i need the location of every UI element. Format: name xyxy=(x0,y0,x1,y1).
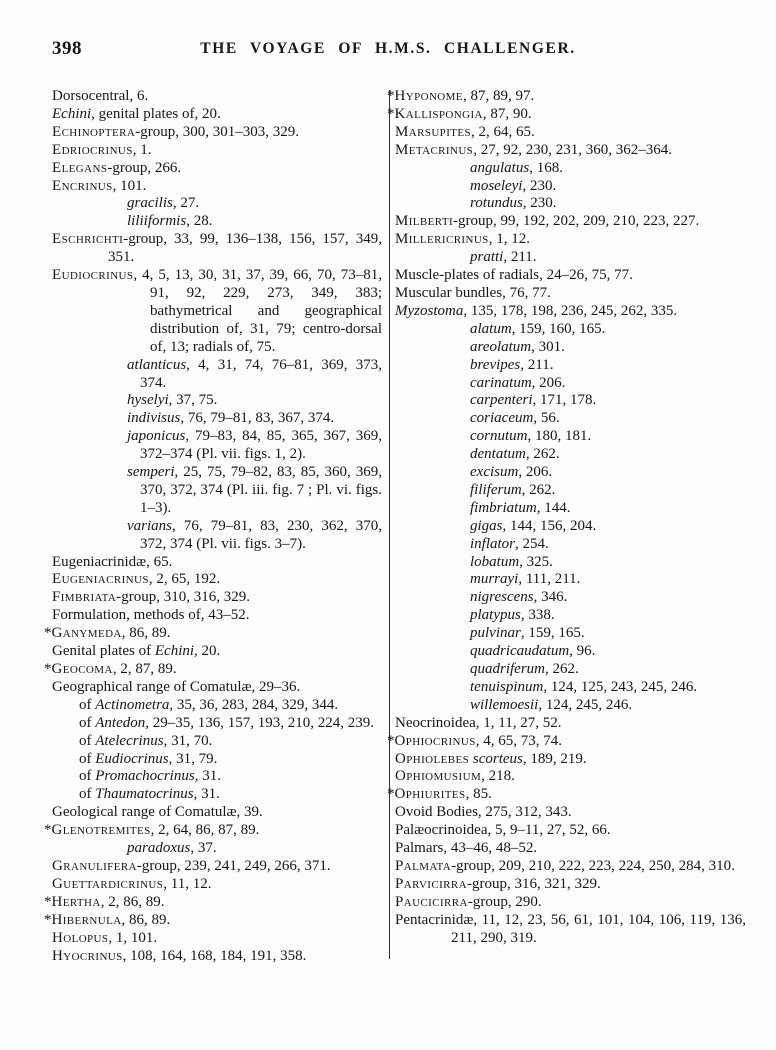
index-entry xyxy=(395,142,746,160)
entry-italic-text: gracilis xyxy=(127,195,173,212)
entry-italic-text: fimbriatum xyxy=(470,499,537,516)
index-entry xyxy=(52,464,382,518)
entry-text: of xyxy=(79,786,96,803)
index-entry xyxy=(52,571,382,589)
entry-text: , 4, 5, 13, 30, 31, 37, 39, 66, 70, 73–81, 91, 92, 229, 273, 349, 383; bathymetrical and geographical distribution of, 31, 79; centro-dorsal of, 13; radials of, 75. xyxy=(133,267,382,355)
entry-italic-text: lobatum xyxy=(470,553,520,570)
index-entry xyxy=(395,231,746,249)
entry-text: , 230. xyxy=(522,177,557,194)
entry-lead-smallcaps: Elegans xyxy=(52,159,108,176)
entry-text: Ovoid Bodies, 275, 312, 343. xyxy=(395,804,572,821)
index-entry xyxy=(395,715,746,733)
entry-text: -group, 33, 99, 136–138, 156, 157, 349, 351. xyxy=(108,231,382,266)
star-marker: * xyxy=(44,625,52,642)
entry-text: , 211. xyxy=(520,356,554,373)
entry-text: , 86, 89. xyxy=(121,625,171,642)
entry-text: Muscular bundles, 76, 77. xyxy=(395,284,551,301)
index-entry xyxy=(395,357,746,375)
index-entry xyxy=(52,715,382,733)
entry-text: , 325. xyxy=(519,553,553,570)
entry-lead-smallcaps: Encrinus xyxy=(52,177,113,194)
entry-text: , 79–83, 84, 85, 365, 367, 369, 372–374 (Pl. vii. figs. 1, 2). xyxy=(140,428,382,463)
entry-text: of xyxy=(79,696,96,713)
index-entry xyxy=(52,643,382,661)
page-title: THE VOYAGE OF H.M.S. CHALLENGER. xyxy=(200,40,576,57)
page-number: 398 xyxy=(52,38,82,59)
index-entry xyxy=(395,249,746,267)
entry-text: , 206. xyxy=(531,374,566,391)
index-entry xyxy=(52,518,382,554)
index-entry xyxy=(395,321,746,339)
index-entry xyxy=(52,768,382,786)
index-entry xyxy=(52,607,382,625)
entry-text: , 346. xyxy=(533,589,568,606)
entry-italic-text: rotundus xyxy=(470,195,523,212)
entry-italic-text: cornutum xyxy=(470,428,528,445)
entry-lead-smallcaps: Ganymeda xyxy=(51,625,122,642)
star-marker: * xyxy=(387,786,395,803)
entry-text: Eugeniacrinidæ, 65. xyxy=(52,553,173,570)
entry-lead-smallcaps: Millericrinus xyxy=(395,231,489,248)
entry-lead-smallcaps: Glenotremites xyxy=(51,822,151,839)
entry-text: , 144, 156, 204. xyxy=(502,517,597,534)
star-marker: * xyxy=(44,661,52,677)
index-entry xyxy=(52,554,382,572)
entry-text: , 206. xyxy=(518,464,553,481)
index-entry xyxy=(44,822,382,840)
index-entry xyxy=(395,554,746,572)
entry-italic-text: Promachocrinus xyxy=(95,768,195,785)
index-entry xyxy=(52,106,382,124)
entry-lead-smallcaps: Holopus xyxy=(52,929,109,946)
entry-text: , 262. xyxy=(521,481,556,498)
index-entry xyxy=(52,213,382,231)
entry-text: , 27, 92, 230, 231, 360, 362–364. xyxy=(473,141,672,158)
entry-lead-smallcaps: Hyocrinus xyxy=(52,947,123,964)
entry-lead-smallcaps: Kallispongia xyxy=(394,105,483,122)
entry-italic-text: nigrescens xyxy=(470,589,534,606)
index-entry xyxy=(395,160,746,178)
entry-italic-text: areolatum xyxy=(470,338,532,355)
entry-text: Dorsocentral, 6. xyxy=(52,88,149,104)
entry-text: , 230. xyxy=(522,195,557,212)
entry-italic-text: tenuispinum xyxy=(470,678,544,695)
index-entry xyxy=(395,339,746,357)
entry-italic-text: angulatus xyxy=(470,159,530,176)
index-entry xyxy=(395,643,746,661)
star-marker: * xyxy=(387,105,395,122)
entry-text: -group, 239, 241, 249, 266, 371. xyxy=(136,857,331,874)
star-marker: * xyxy=(44,893,52,910)
entry-text: , 4, 65, 73, 74. xyxy=(475,732,562,749)
index-entry xyxy=(395,822,746,840)
entry-text: , 2, 65, 192. xyxy=(148,571,221,588)
index-entry xyxy=(395,571,746,589)
index-entry xyxy=(52,804,382,822)
entry-lead-smallcaps: Parvicirra xyxy=(395,875,467,892)
entry-text: of xyxy=(79,732,96,749)
entry-italic-text: varians xyxy=(127,517,172,534)
index-entry xyxy=(52,930,382,948)
index-entry xyxy=(52,786,382,804)
entry-text: , 301. xyxy=(531,338,565,355)
entry-text: , 168. xyxy=(529,159,563,176)
entry-text: , 159, 160, 165. xyxy=(511,320,606,337)
entry-italic-text: alatum xyxy=(470,320,512,337)
entry-text: Geological range of Comatulæ, 39. xyxy=(52,804,263,821)
entry-text: , 37. xyxy=(190,840,217,857)
entry-text: , 1, 12. xyxy=(488,231,530,248)
entry-text: , 20. xyxy=(194,643,221,660)
entry-italic-text: liliiformis xyxy=(127,213,187,230)
index-entry xyxy=(52,751,382,769)
entry-text: Neocrinoidea, 1, 11, 27, 52. xyxy=(395,714,562,731)
entry-text: , 87, 89, 97. xyxy=(462,88,535,104)
index-entry xyxy=(395,428,746,446)
index-entry xyxy=(395,679,746,697)
entry-text: , 2, 87, 89. xyxy=(112,661,177,677)
entry-text: -group, 99, 192, 202, 209, 210, 223, 227. xyxy=(453,213,700,230)
star-marker: * xyxy=(44,911,52,928)
index-entry xyxy=(52,697,382,715)
entry-text: -group, 310, 316, 329. xyxy=(116,589,250,606)
entry-lead-smallcaps: Hertha xyxy=(51,893,101,910)
entry-text: , 262. xyxy=(545,661,579,677)
index-entry xyxy=(44,661,382,679)
index-entry xyxy=(395,124,746,142)
index-entry xyxy=(395,518,746,536)
entry-italic-text: Atelecrinus xyxy=(95,732,164,749)
entry-lead-smallcaps: Palmata xyxy=(395,857,452,874)
column-divider-rule xyxy=(389,90,390,959)
index-entry xyxy=(395,500,746,518)
entry-text: , 171, 178. xyxy=(532,392,597,409)
entry-text: , 2, 64, 65. xyxy=(471,123,535,140)
entry-lead-smallcaps: Hibernula xyxy=(51,911,122,928)
entry-text: , 56. xyxy=(533,410,560,427)
index-entry xyxy=(395,375,746,393)
entry-text: , 211. xyxy=(503,249,537,266)
entry-text: , 124, 125, 243, 245, 246. xyxy=(543,678,698,695)
index-entry xyxy=(52,231,382,267)
entry-text: , 189, 219. xyxy=(522,750,587,767)
entry-text: , 111, 211. xyxy=(518,571,581,588)
index-entry xyxy=(395,392,746,410)
page-header xyxy=(0,0,776,66)
entry-lead-smallcaps: Guettardicrinus xyxy=(52,875,164,892)
entry-lead-smallcaps: Marsupites xyxy=(395,123,472,140)
entry-text: of xyxy=(79,768,96,785)
entry-text: of xyxy=(79,714,96,731)
index-entry xyxy=(395,267,746,285)
entry-lead-smallcaps: Ophiocrinus xyxy=(394,732,476,749)
entry-text: of xyxy=(79,750,96,767)
entry-text: , 1. xyxy=(132,141,152,158)
index-entry xyxy=(52,876,382,894)
entry-text: , 2, 86, 89. xyxy=(100,893,165,910)
index-entry xyxy=(387,88,746,106)
entry-lead-smallcaps: Paucicirra xyxy=(395,893,468,910)
entry-lead-smallcaps: Metacrinus xyxy=(395,141,474,158)
entry-text: , genital plates of, 20. xyxy=(91,105,221,122)
entry-text: , 85. xyxy=(465,786,492,803)
index-entry xyxy=(44,893,382,912)
index-entry xyxy=(52,357,382,393)
index-entry xyxy=(387,786,746,804)
entry-text: Muscle-plates of radials, 24–26, 75, 77. xyxy=(395,267,633,284)
entry-text: , 31, 70. xyxy=(163,732,213,749)
entry-lead-smallcaps: Edriocrinus xyxy=(52,141,133,158)
entry-italic-text: Thaumatocrinus xyxy=(95,786,194,803)
entry-text: , 180, 181. xyxy=(527,428,592,445)
entry-text: , 86, 89. xyxy=(121,911,171,928)
entry-text: , 11, 12. xyxy=(163,875,212,892)
entry-text: , 31, 79. xyxy=(168,750,218,767)
entry-text: , 338. xyxy=(520,607,555,624)
entry-lead-smallcaps: Fimbriata xyxy=(52,589,117,606)
entry-italic-text: Antedon xyxy=(95,714,146,731)
index-entry xyxy=(52,160,382,178)
index-entry xyxy=(395,410,746,428)
entry-italic-text: carpenteri xyxy=(470,392,533,409)
entry-italic-text: japonicus xyxy=(127,428,186,445)
entry-text: Palmars, 43–46, 48–52. xyxy=(395,840,538,857)
index-entry xyxy=(395,840,746,858)
entry-lead-smallcaps: Echinoptera xyxy=(52,123,136,140)
entry-lead-smallcaps: Geocoma xyxy=(51,661,113,677)
index-entry xyxy=(52,178,382,196)
entry-text: , 27. xyxy=(172,195,200,212)
entry-italic-text: brevipes xyxy=(470,356,521,373)
index-entry xyxy=(44,911,382,930)
entry-italic-text: semperi xyxy=(127,464,175,481)
entry-lead-smallcaps: Eugeniacrinus xyxy=(52,571,149,588)
index-entry xyxy=(395,894,746,912)
index-entry xyxy=(395,285,746,303)
entry-text: , 254. xyxy=(515,535,549,552)
index-entry xyxy=(395,482,746,500)
star-marker: * xyxy=(387,732,395,749)
entry-text: Genital plates of xyxy=(52,643,155,660)
index-column-right xyxy=(387,88,746,965)
entry-text: -group, 209, 210, 222, 223, 224, 250, 284, 310. xyxy=(451,857,735,874)
entry-text: , 25, 75, 79–82, 83, 85, 360, 369, 370, 372, 374 (Pl. iii. fig. 7 ; Pl. vi. figs. 1–3). xyxy=(140,464,382,516)
entry-text: , 31. xyxy=(193,786,220,803)
entry-lead-smallcaps: Eschrichti xyxy=(52,231,124,248)
index-entry xyxy=(52,88,382,106)
index-entry xyxy=(52,142,382,160)
entry-italic-text: platypus xyxy=(470,607,521,624)
entry-text: , 144. xyxy=(536,499,571,516)
index-entry xyxy=(395,697,746,715)
entry-text: , 262. xyxy=(525,446,560,463)
entry-italic-text: pratti xyxy=(470,249,504,266)
entry-text: , 2, 64, 86, 87, 89. xyxy=(150,822,260,839)
entry-italic-text: Eudiocrinus xyxy=(95,750,169,767)
entry-text: , 108, 164, 168, 184, 191, 358. xyxy=(122,947,307,964)
entry-italic-text: quadriferum xyxy=(470,661,545,677)
entry-lead-smallcaps: Ophiurites xyxy=(394,786,466,803)
entry-italic-text: Actinometra xyxy=(95,696,170,713)
index-entry xyxy=(395,446,746,464)
entry-lead-smallcaps: Hyponome xyxy=(394,88,463,104)
entry-italic-text: hyselyi xyxy=(127,392,169,409)
entry-text: , 35, 36, 283, 284, 329, 344. xyxy=(169,696,339,713)
index-entry xyxy=(395,912,746,948)
entry-text: Geographical range of Comatulæ, 29–36. xyxy=(52,678,301,695)
index-entry xyxy=(52,948,382,966)
entry-italic-text: dentatum xyxy=(470,446,526,463)
entry-italic-text: carinatum xyxy=(470,374,532,391)
entry-italic-text: excisum xyxy=(470,464,519,481)
entry-italic-text: inflator xyxy=(470,535,516,552)
entry-text: , 87, 90. xyxy=(482,105,532,122)
entry-text: , 76, 79–81, 83, 367, 374. xyxy=(180,410,335,427)
index-entry xyxy=(395,178,746,196)
entry-text: , 76, 79–81, 83, 230, 362, 370, 372, 374 (Pl. vii. figs. 3–7). xyxy=(140,517,382,552)
entry-text: , 135, 178, 198, 236, 245, 262, 335. xyxy=(463,302,678,319)
index-entry xyxy=(395,589,746,607)
entry-italic-text: paradoxus xyxy=(127,840,191,857)
index-entry xyxy=(52,840,382,858)
entry-text: -group, 266. xyxy=(107,159,182,176)
entry-text: Palæocrinoidea, 5, 9–11, 27, 52, 66. xyxy=(395,822,611,839)
entry-text: , 1, 101. xyxy=(108,929,158,946)
index-entry xyxy=(395,536,746,554)
entry-text: , 218. xyxy=(481,768,515,785)
index-entry xyxy=(395,625,746,643)
entry-text: Formulation, methods of, 43–52. xyxy=(52,607,250,624)
index-entry xyxy=(52,267,382,357)
index-entry xyxy=(52,733,382,751)
entry-text: -group, 316, 321, 329. xyxy=(466,875,601,892)
entry-italic-text: indivisus xyxy=(127,410,181,427)
entry-italic-text: filiferum xyxy=(470,481,522,498)
index-entry xyxy=(395,213,746,231)
entry-italic-text: atlanticus xyxy=(127,356,187,373)
index-entry xyxy=(395,876,746,894)
entry-italic-text: Echini xyxy=(154,643,195,660)
index-entry xyxy=(52,392,382,410)
index-column-left xyxy=(44,88,382,965)
entry-text: , 101. xyxy=(112,177,147,194)
index-entry xyxy=(395,303,746,321)
entry-italic-text: coriaceum xyxy=(470,410,534,427)
index-columns xyxy=(44,88,746,965)
entry-text: -group, 300, 301–303, 329. xyxy=(135,123,299,140)
index-entry xyxy=(395,464,746,482)
index-entry xyxy=(395,195,746,213)
entry-lead-smallcaps: Ophiomusium xyxy=(395,768,482,785)
entry-italic-text: Echini xyxy=(52,105,92,122)
index-entry xyxy=(52,679,382,697)
index-entry xyxy=(52,858,382,876)
entry-lead-smallcaps: Ophiolebes xyxy=(395,750,470,767)
star-marker: * xyxy=(387,88,395,104)
entry-lead-smallcaps: Milberti xyxy=(395,213,454,230)
index-entry xyxy=(395,751,746,769)
index-entry xyxy=(52,410,382,428)
index-entry xyxy=(395,607,746,625)
index-entry xyxy=(52,124,382,142)
entry-text: , 29–35, 136, 157, 193, 210, 224, 239. xyxy=(145,714,374,731)
index-entry xyxy=(395,661,746,679)
entry-text: , 37, 75. xyxy=(168,392,218,409)
entry-text: , 159, 165. xyxy=(520,625,585,642)
entry-italic-text: Myzostoma xyxy=(395,302,464,319)
entry-text: , 124, 245, 246. xyxy=(538,696,633,713)
entry-text: , 4, 31, 74, 76–81, 369, 373, 374. xyxy=(140,356,382,391)
entry-italic-text: pulvinar xyxy=(470,625,521,642)
entry-italic-text: scorteus xyxy=(469,750,523,767)
index-entry xyxy=(44,625,382,643)
entry-text: -group, 290. xyxy=(467,893,542,910)
entry-lead-smallcaps: Eudiocrinus xyxy=(52,267,134,284)
entry-italic-text: quadricaudatum xyxy=(470,643,570,660)
entry-text: Pentacrinidæ, 11, 12, 23, 56, 61, 101, 104, 106, 119, 136, 211, 290, 319. xyxy=(395,911,746,946)
index-entry xyxy=(387,105,746,124)
entry-italic-text: moseleyi xyxy=(470,177,523,194)
entry-italic-text: willemoesii xyxy=(470,696,539,713)
index-entry xyxy=(52,589,382,607)
entry-text: , 96. xyxy=(569,643,596,660)
index-entry xyxy=(395,858,746,876)
entry-italic-text: murrayi xyxy=(470,571,519,588)
index-entry xyxy=(52,195,382,213)
entry-text: , 31. xyxy=(194,768,221,785)
entry-lead-smallcaps: Granulifera xyxy=(52,857,137,874)
index-entry xyxy=(387,732,746,751)
index-entry xyxy=(52,428,382,464)
star-marker: * xyxy=(44,822,52,839)
entry-italic-text: gigas xyxy=(470,517,503,534)
index-entry xyxy=(395,804,746,822)
entry-text: , 28. xyxy=(186,213,213,230)
index-entry xyxy=(395,768,746,786)
